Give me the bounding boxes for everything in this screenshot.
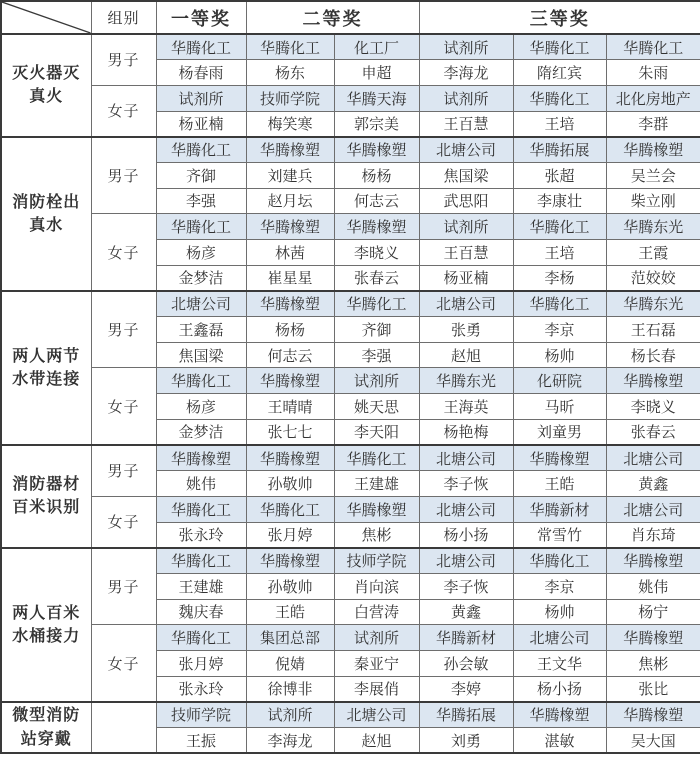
name-cell: 何志云 <box>334 188 419 214</box>
name-cell: 张勇 <box>419 317 513 343</box>
name-cell: 杨宁 <box>606 599 700 625</box>
name-cell: 黄鑫 <box>419 599 513 625</box>
name-cell: 杨小扬 <box>419 522 513 548</box>
name-cell: 王晴晴 <box>246 394 334 420</box>
company-cell: 华腾橡塑 <box>606 702 700 728</box>
company-cell: 华腾化工 <box>334 445 419 471</box>
company-cell: 华腾化工 <box>246 34 334 60</box>
name-cell: 申超 <box>334 60 419 86</box>
name-cell: 张超 <box>513 162 606 188</box>
company-cell: 北塘公司 <box>419 496 513 522</box>
company-cell: 集团总部 <box>246 625 334 651</box>
table-row <box>1 291 700 317</box>
company-cell: 华腾东光 <box>606 291 700 317</box>
name-cell: 杨杨 <box>246 317 334 343</box>
name-cell: 李子恢 <box>419 471 513 497</box>
company-cell: 北塘公司 <box>419 445 513 471</box>
name-cell: 王皓 <box>246 599 334 625</box>
table-row <box>1 137 700 163</box>
event-cell <box>1 137 91 291</box>
name-cell: 范姣姣 <box>606 265 700 291</box>
name-cell: 焦国梁 <box>156 342 246 368</box>
event-line: 真火 <box>29 88 64 106</box>
company-cell: 华腾化工 <box>156 34 246 60</box>
group-cell: 男子 <box>91 34 156 85</box>
company-cell: 华腾化工 <box>156 496 246 522</box>
name-cell: 杨杨 <box>334 162 419 188</box>
company-cell: 华腾橡塑 <box>246 137 334 163</box>
table-header <box>1 1 700 34</box>
name-cell: 齐御 <box>156 162 246 188</box>
event-cell <box>1 34 91 137</box>
name-cell: 李婷 <box>419 676 513 702</box>
name-cell: 秦亚宁 <box>334 651 419 677</box>
name-cell: 杨亚楠 <box>419 265 513 291</box>
company-cell: 华腾橡塑 <box>334 214 419 240</box>
company-cell: 技师学院 <box>246 85 334 111</box>
name-cell: 湛敏 <box>513 728 606 754</box>
company-cell: 化研院 <box>513 368 606 394</box>
name-cell: 张永玲 <box>156 522 246 548</box>
name-cell: 王海英 <box>419 394 513 420</box>
table-row <box>1 625 700 651</box>
name-cell: 张春云 <box>606 419 700 445</box>
name-cell: 梅笑寒 <box>246 111 334 137</box>
name-cell: 孙敬帅 <box>246 471 334 497</box>
name-cell: 王培 <box>513 240 606 266</box>
name-cell: 李杨 <box>513 265 606 291</box>
name-cell: 杨东 <box>246 60 334 86</box>
company-cell: 华腾橡塑 <box>246 445 334 471</box>
name-cell: 李海龙 <box>246 728 334 754</box>
company-cell: 试剂所 <box>419 214 513 240</box>
award-header-1: 一等奖 <box>156 1 246 34</box>
name-cell: 武思阳 <box>419 188 513 214</box>
name-cell: 王建雄 <box>334 471 419 497</box>
company-cell: 华腾化工 <box>513 85 606 111</box>
name-cell: 王皓 <box>513 471 606 497</box>
name-cell: 张比 <box>606 676 700 702</box>
name-cell: 杨帅 <box>513 342 606 368</box>
name-cell: 杨亚楠 <box>156 111 246 137</box>
company-cell: 华腾橡塑 <box>156 445 246 471</box>
group-cell: 男子 <box>91 548 156 625</box>
company-cell: 华腾化工 <box>156 137 246 163</box>
name-cell: 王文华 <box>513 651 606 677</box>
name-cell: 李强 <box>334 342 419 368</box>
company-cell: 华腾拓展 <box>513 137 606 163</box>
company-cell: 试剂所 <box>334 368 419 394</box>
event-line: 站穿戴 <box>20 730 72 748</box>
name-cell: 李天阳 <box>334 419 419 445</box>
name-cell: 李展俏 <box>334 676 419 702</box>
group-cell: 女子 <box>91 368 156 445</box>
company-cell: 华腾化工 <box>513 548 606 574</box>
name-cell: 焦彬 <box>334 522 419 548</box>
group-cell: 男子 <box>91 137 156 214</box>
company-cell: 华腾橡塑 <box>334 137 419 163</box>
company-cell: 华腾化工 <box>334 291 419 317</box>
name-cell: 柴立刚 <box>606 188 700 214</box>
company-cell: 北塘公司 <box>513 625 606 651</box>
company-cell: 技师学院 <box>156 702 246 728</box>
table-row <box>1 85 700 111</box>
table-row <box>1 445 700 471</box>
company-cell: 华腾化工 <box>156 548 246 574</box>
company-cell: 华腾化工 <box>156 214 246 240</box>
company-cell: 华腾新材 <box>419 625 513 651</box>
name-cell: 徐博非 <box>246 676 334 702</box>
name-cell: 杨彦 <box>156 240 246 266</box>
name-cell: 王百慧 <box>419 240 513 266</box>
company-cell: 华腾化工 <box>156 368 246 394</box>
company-cell: 北塘公司 <box>606 445 700 471</box>
company-cell: 华腾东光 <box>419 368 513 394</box>
name-cell: 刘勇 <box>419 728 513 754</box>
name-cell: 白营涛 <box>334 599 419 625</box>
name-cell: 王百慧 <box>419 111 513 137</box>
name-cell: 齐御 <box>334 317 419 343</box>
company-cell: 华腾橡塑 <box>246 291 334 317</box>
company-cell: 华腾橡塑 <box>513 445 606 471</box>
event-line: 灭火器灭 <box>12 65 81 83</box>
award-header-3: 三等奖 <box>419 1 700 34</box>
company-cell: 华腾橡塑 <box>606 137 700 163</box>
name-cell: 杨春雨 <box>156 60 246 86</box>
company-cell: 华腾东光 <box>606 214 700 240</box>
table-body <box>1 34 700 753</box>
event-line: 水桶接力 <box>12 627 81 645</box>
company-cell: 北塘公司 <box>156 291 246 317</box>
company-cell: 华腾橡塑 <box>246 548 334 574</box>
company-cell: 北化房地产 <box>606 85 700 111</box>
table-row <box>1 368 700 394</box>
table-row <box>1 548 700 574</box>
name-cell: 王培 <box>513 111 606 137</box>
name-cell: 李子恢 <box>419 573 513 599</box>
header-row <box>1 1 700 34</box>
name-cell: 隋红宾 <box>513 60 606 86</box>
name-cell: 肖向滨 <box>334 573 419 599</box>
company-cell: 华腾化工 <box>606 34 700 60</box>
name-cell: 焦彬 <box>606 651 700 677</box>
name-cell: 张春云 <box>334 265 419 291</box>
company-cell: 华腾化工 <box>513 214 606 240</box>
group-cell <box>91 702 156 753</box>
name-cell: 王石磊 <box>606 317 700 343</box>
name-cell: 金梦洁 <box>156 265 246 291</box>
name-cell: 赵月坛 <box>246 188 334 214</box>
company-cell: 技师学院 <box>334 548 419 574</box>
name-cell: 金梦洁 <box>156 419 246 445</box>
name-cell: 倪婧 <box>246 651 334 677</box>
diagonal-line <box>2 2 91 33</box>
name-cell: 李京 <box>513 317 606 343</box>
name-cell: 张月婷 <box>246 522 334 548</box>
event-cell <box>1 291 91 445</box>
company-cell: 华腾橡塑 <box>246 214 334 240</box>
name-cell: 吴大国 <box>606 728 700 754</box>
name-cell: 孙会敏 <box>419 651 513 677</box>
name-cell: 杨小扬 <box>513 676 606 702</box>
name-cell: 何志云 <box>246 342 334 368</box>
name-cell: 王建雄 <box>156 573 246 599</box>
group-cell: 男子 <box>91 291 156 368</box>
name-cell: 朱雨 <box>606 60 700 86</box>
name-cell: 李晓义 <box>334 240 419 266</box>
name-cell: 杨彦 <box>156 394 246 420</box>
group-column-header: 组别 <box>91 1 156 34</box>
company-cell: 华腾化工 <box>513 291 606 317</box>
company-cell: 华腾橡塑 <box>606 625 700 651</box>
company-cell: 华腾橡塑 <box>246 368 334 394</box>
award-header-2: 二等奖 <box>246 1 419 34</box>
company-cell: 华腾橡塑 <box>606 368 700 394</box>
name-cell: 杨艳梅 <box>419 419 513 445</box>
company-cell: 华腾新材 <box>513 496 606 522</box>
event-line: 百米识别 <box>12 499 81 517</box>
name-cell: 林茜 <box>246 240 334 266</box>
group-cell: 男子 <box>91 445 156 496</box>
company-cell: 化工厂 <box>334 34 419 60</box>
company-cell: 试剂所 <box>246 702 334 728</box>
name-cell: 姚伟 <box>156 471 246 497</box>
event-cell <box>1 445 91 548</box>
name-cell: 姚伟 <box>606 573 700 599</box>
name-cell: 吴兰会 <box>606 162 700 188</box>
name-cell: 孙敬帅 <box>246 573 334 599</box>
company-cell: 华腾拓展 <box>419 702 513 728</box>
name-cell: 李强 <box>156 188 246 214</box>
company-cell: 华腾橡塑 <box>334 496 419 522</box>
name-cell: 魏庆春 <box>156 599 246 625</box>
name-cell: 赵旭 <box>419 342 513 368</box>
name-cell: 李康壮 <box>513 188 606 214</box>
table-row <box>1 34 700 60</box>
company-cell: 北塘公司 <box>334 702 419 728</box>
name-cell: 张永玲 <box>156 676 246 702</box>
name-cell: 刘建兵 <box>246 162 334 188</box>
company-cell: 华腾天海 <box>334 85 419 111</box>
name-cell: 张七七 <box>246 419 334 445</box>
company-cell: 试剂所 <box>156 85 246 111</box>
name-cell: 杨帅 <box>513 599 606 625</box>
event-line: 消防器材 <box>12 476 81 494</box>
company-cell: 北塘公司 <box>419 548 513 574</box>
company-cell: 华腾化工 <box>156 625 246 651</box>
name-cell: 姚天思 <box>334 394 419 420</box>
table-row <box>1 214 700 240</box>
company-cell: 华腾橡塑 <box>513 702 606 728</box>
event-line: 两人两节 <box>12 347 81 365</box>
company-cell: 试剂所 <box>334 625 419 651</box>
name-cell: 杨长春 <box>606 342 700 368</box>
name-cell: 黄鑫 <box>606 471 700 497</box>
event-line: 真水 <box>29 216 64 234</box>
corner-cell <box>1 1 91 34</box>
company-cell: 北塘公司 <box>419 291 513 317</box>
company-cell: 北塘公司 <box>606 496 700 522</box>
name-cell: 常雪竹 <box>513 522 606 548</box>
group-cell: 女子 <box>91 214 156 291</box>
name-cell: 郭宗美 <box>334 111 419 137</box>
event-line: 两人百米 <box>12 604 81 622</box>
event-line: 水带连接 <box>12 370 81 388</box>
table-row <box>1 702 700 728</box>
table-row <box>1 496 700 522</box>
name-cell: 李京 <box>513 573 606 599</box>
group-cell: 女子 <box>91 625 156 702</box>
company-cell: 北塘公司 <box>419 137 513 163</box>
name-cell: 张月婷 <box>156 651 246 677</box>
group-cell: 女子 <box>91 496 156 547</box>
name-cell: 赵旭 <box>334 728 419 754</box>
event-line: 微型消防 <box>12 707 81 725</box>
name-cell: 刘童男 <box>513 419 606 445</box>
company-cell: 试剂所 <box>419 34 513 60</box>
name-cell: 王振 <box>156 728 246 754</box>
event-cell <box>1 702 91 753</box>
company-cell: 华腾化工 <box>246 496 334 522</box>
group-cell: 女子 <box>91 85 156 136</box>
company-cell: 试剂所 <box>419 85 513 111</box>
company-cell: 华腾化工 <box>513 34 606 60</box>
name-cell: 崔星星 <box>246 265 334 291</box>
name-cell: 马昕 <box>513 394 606 420</box>
event-line: 消防栓出 <box>12 193 81 211</box>
name-cell: 肖东琦 <box>606 522 700 548</box>
name-cell: 李群 <box>606 111 700 137</box>
name-cell: 王霞 <box>606 240 700 266</box>
event-cell <box>1 548 91 702</box>
name-cell: 焦国梁 <box>419 162 513 188</box>
name-cell: 李晓义 <box>606 394 700 420</box>
company-cell: 华腾橡塑 <box>606 548 700 574</box>
name-cell: 王鑫磊 <box>156 317 246 343</box>
name-cell: 李海龙 <box>419 60 513 86</box>
